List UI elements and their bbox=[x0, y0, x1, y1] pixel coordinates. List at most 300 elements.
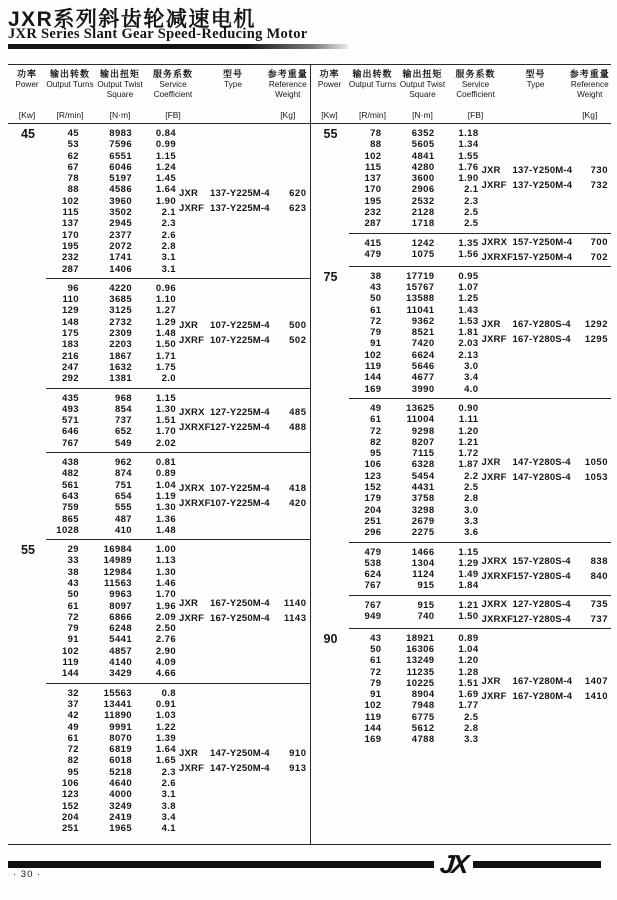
reference-weight-value: 488 bbox=[289, 422, 307, 434]
service-coefficient-value: 1.64 bbox=[155, 184, 176, 196]
reference-weight-value: 1050 bbox=[584, 457, 608, 469]
type-row bbox=[179, 408, 307, 418]
table-row bbox=[349, 372, 479, 383]
type-row bbox=[179, 484, 307, 494]
output-twist-value: 10225 bbox=[406, 677, 435, 689]
output-turns-value: 88 bbox=[370, 139, 382, 151]
output-twist-value: 915 bbox=[417, 580, 435, 592]
header-label-zh: 功率 bbox=[319, 69, 340, 79]
table-row bbox=[46, 623, 176, 634]
output-turns-value: 287 bbox=[364, 218, 382, 230]
output-turns-value: 195 bbox=[364, 195, 382, 207]
service-coefficient-value: 1.39 bbox=[155, 732, 176, 744]
output-turns-value: 72 bbox=[67, 744, 79, 756]
table-block bbox=[8, 540, 310, 684]
service-coefficient-value: 1.21 bbox=[458, 436, 479, 448]
table-row bbox=[349, 238, 479, 249]
table-row bbox=[349, 162, 479, 173]
type-list bbox=[479, 238, 612, 263]
output-turns-value: 571 bbox=[61, 415, 79, 427]
table-block bbox=[311, 596, 612, 629]
output-turns-value: 643 bbox=[61, 490, 79, 502]
service-coefficient-value: 1.29 bbox=[458, 557, 479, 569]
service-coefficient-value: 2.50 bbox=[155, 623, 176, 635]
service-coefficient-value: 1.90 bbox=[458, 173, 479, 185]
model-size: 107-Y225M-4 bbox=[210, 335, 270, 347]
reference-weight-value: 620 bbox=[289, 187, 307, 199]
output-twist-value: 751 bbox=[114, 479, 132, 491]
service-coefficient-value: 0.90 bbox=[458, 402, 479, 414]
model-series: JXRX bbox=[179, 407, 205, 419]
table-block bbox=[311, 267, 612, 399]
output-twist-value: 410 bbox=[114, 524, 132, 536]
model-size: 137-Y225M-4 bbox=[210, 202, 270, 214]
output-twist-value: 1242 bbox=[411, 237, 435, 249]
reference-weight-value: 418 bbox=[289, 483, 307, 495]
output-twist-value: 5646 bbox=[411, 361, 435, 373]
table-row bbox=[46, 767, 176, 778]
table-row bbox=[46, 722, 176, 733]
service-coefficient-value: 1.70 bbox=[155, 426, 176, 438]
type-list bbox=[176, 128, 310, 275]
service-coefficient-value: 1.00 bbox=[155, 544, 176, 556]
model-series: JXR bbox=[481, 165, 501, 177]
column-header-output-twist-square bbox=[397, 69, 449, 121]
column-header-output-turns bbox=[349, 69, 397, 121]
output-twist-value: 8097 bbox=[109, 600, 132, 612]
column-header-power bbox=[8, 69, 46, 121]
service-coefficient-value: 2.5 bbox=[464, 711, 479, 723]
type-row bbox=[482, 557, 609, 567]
type-list bbox=[479, 271, 612, 395]
output-twist-value: 2309 bbox=[109, 328, 132, 340]
model-size: 147-Y280S-4 bbox=[512, 472, 571, 484]
service-coefficient-value: 3.1 bbox=[161, 263, 176, 275]
output-turns-value: 767 bbox=[364, 599, 382, 611]
service-coefficient-value: 2.8 bbox=[464, 723, 479, 735]
table-row bbox=[46, 789, 176, 800]
service-coefficient-value: 2.13 bbox=[458, 349, 479, 361]
output-twist-value: 2377 bbox=[109, 229, 132, 241]
service-coefficient-value: 1.69 bbox=[458, 689, 479, 701]
header-label-en: Output Turns bbox=[46, 80, 94, 89]
service-coefficient-value: 4.0 bbox=[464, 383, 479, 395]
header-unit: [FB] bbox=[165, 110, 181, 120]
header-label-en: Reference Weight bbox=[268, 80, 307, 99]
model-size: 167-Y280S-4 bbox=[512, 319, 571, 331]
service-coefficient-value: 2.3 bbox=[161, 766, 176, 778]
output-turns-value: 38 bbox=[370, 270, 382, 282]
output-twist-value: 4431 bbox=[411, 482, 435, 494]
output-twist-value: 1304 bbox=[411, 557, 435, 569]
service-coefficient-value: 2.03 bbox=[458, 338, 479, 350]
data-rows bbox=[349, 403, 479, 539]
table-row bbox=[46, 468, 176, 479]
output-twist-value: 5441 bbox=[109, 634, 132, 646]
output-twist-value: 1718 bbox=[411, 218, 435, 230]
service-coefficient-value: 2.2 bbox=[464, 470, 479, 482]
output-twist-value: 1632 bbox=[109, 361, 132, 373]
service-coefficient-value: 1.30 bbox=[155, 566, 176, 578]
model-series: JXRF bbox=[481, 180, 507, 192]
table-row bbox=[349, 689, 479, 700]
table-row bbox=[46, 657, 176, 668]
table-row bbox=[46, 373, 176, 384]
output-twist-value: 11563 bbox=[104, 577, 132, 589]
output-twist-value: 3249 bbox=[109, 800, 132, 812]
table-row bbox=[46, 801, 176, 812]
table-row bbox=[46, 317, 176, 328]
table-row bbox=[349, 644, 479, 655]
output-turns-value: 438 bbox=[61, 457, 79, 469]
header-label-en: Output Twist Square bbox=[97, 80, 143, 99]
model-size: 157-Y280S-4 bbox=[512, 570, 571, 582]
model-size: 147-Y280S-4 bbox=[512, 457, 571, 469]
output-twist-value: 4841 bbox=[411, 150, 435, 162]
page-title-chinese: JXR系列斜齿轮减速电机 bbox=[8, 8, 256, 31]
service-coefficient-value: 2.8 bbox=[464, 493, 479, 505]
output-turns-value: 415 bbox=[364, 237, 382, 249]
output-turns-value: 119 bbox=[364, 361, 382, 373]
output-twist-value: 1406 bbox=[109, 263, 132, 275]
table-row bbox=[349, 384, 479, 395]
table-row bbox=[46, 457, 176, 468]
output-twist-value: 962 bbox=[114, 457, 132, 469]
output-twist-value: 3600 bbox=[411, 173, 435, 185]
output-turns-value: 82 bbox=[67, 755, 79, 767]
table-block bbox=[311, 124, 612, 234]
table-row bbox=[46, 184, 176, 195]
power-value bbox=[8, 283, 46, 385]
output-twist-value: 3960 bbox=[109, 195, 132, 207]
type-row bbox=[179, 204, 307, 214]
table-row bbox=[349, 249, 479, 260]
type-list bbox=[176, 393, 310, 449]
type-row bbox=[482, 166, 609, 176]
output-twist-value: 9362 bbox=[411, 315, 435, 327]
output-turns-value: 42 bbox=[67, 710, 79, 722]
reference-weight-value: 485 bbox=[289, 407, 307, 419]
data-rows bbox=[349, 128, 479, 230]
output-turns-value: 296 bbox=[364, 527, 382, 539]
output-turns-value: 50 bbox=[370, 643, 382, 655]
reference-weight-value: 700 bbox=[590, 236, 608, 248]
data-rows bbox=[349, 600, 479, 625]
column-header-output-turns bbox=[46, 69, 94, 121]
output-turns-value: 152 bbox=[364, 482, 382, 494]
type-row bbox=[179, 764, 307, 774]
output-turns-value: 61 bbox=[67, 600, 79, 612]
output-turns-value: 61 bbox=[370, 655, 382, 667]
footer-bar-right bbox=[473, 861, 601, 868]
table-row bbox=[349, 403, 479, 414]
header-label-en: Output Turns bbox=[348, 80, 397, 89]
reference-weight-value: 1053 bbox=[584, 472, 608, 484]
output-turns-value: 170 bbox=[61, 229, 79, 241]
table-row bbox=[349, 558, 479, 569]
table-row bbox=[349, 667, 479, 678]
output-turns-value: 624 bbox=[364, 569, 382, 581]
column-header-output-twist-square bbox=[94, 69, 146, 121]
output-twist-value: 8983 bbox=[109, 128, 132, 139]
output-turns-value: 72 bbox=[370, 425, 382, 437]
type-row bbox=[482, 473, 609, 483]
service-coefficient-value: 1.03 bbox=[155, 710, 176, 722]
header-label-en: Reference Weight bbox=[570, 80, 609, 99]
header-label-zh: 输出转数 bbox=[49, 69, 90, 79]
reference-weight-value: 735 bbox=[590, 598, 608, 610]
output-twist-value: 6328 bbox=[411, 459, 435, 471]
output-turns-value: 102 bbox=[364, 349, 382, 361]
type-list bbox=[176, 688, 310, 835]
page-number: · 30 · bbox=[13, 869, 42, 880]
service-coefficient-value: 1.11 bbox=[458, 414, 479, 426]
service-coefficient-value: 0.96 bbox=[155, 282, 176, 294]
service-coefficient-value: 1.27 bbox=[155, 305, 176, 317]
service-coefficient-value: 3.3 bbox=[464, 734, 479, 746]
output-twist-value: 740 bbox=[417, 610, 435, 622]
output-turns-value: 170 bbox=[364, 184, 382, 196]
service-coefficient-value: 3.3 bbox=[464, 515, 479, 527]
power-value bbox=[311, 547, 349, 592]
service-coefficient-value: 1.48 bbox=[155, 328, 176, 340]
power-value: 90 bbox=[323, 631, 338, 646]
table-row bbox=[46, 502, 176, 513]
table-body-right bbox=[311, 124, 612, 844]
table-block bbox=[8, 124, 310, 279]
service-coefficient-value: 1.36 bbox=[155, 513, 176, 525]
reference-weight-value: 1410 bbox=[584, 690, 608, 702]
service-coefficient-value: 1.72 bbox=[458, 448, 479, 460]
table-row bbox=[349, 493, 479, 504]
service-coefficient-value: 2.1 bbox=[464, 184, 479, 196]
output-turns-value: 61 bbox=[370, 414, 382, 426]
type-row bbox=[482, 458, 609, 468]
output-twist-value: 2732 bbox=[109, 316, 132, 328]
model-series: JXR bbox=[179, 747, 199, 759]
table-row bbox=[349, 414, 479, 425]
output-twist-value: 6248 bbox=[109, 623, 132, 635]
output-twist-value: 15563 bbox=[103, 687, 132, 699]
model-size: 137-Y250M-4 bbox=[512, 180, 573, 192]
output-turns-value: 61 bbox=[67, 732, 79, 744]
output-twist-value: 3990 bbox=[411, 383, 435, 395]
output-turns-value: 79 bbox=[370, 327, 382, 339]
header-label-en: Service Coefficient bbox=[153, 80, 193, 99]
output-turns-value: 49 bbox=[67, 721, 79, 733]
service-coefficient-value: 2.90 bbox=[155, 645, 176, 657]
output-turns-value: 53 bbox=[67, 139, 79, 151]
service-coefficient-value: 1.48 bbox=[155, 524, 176, 536]
model-series: JXR bbox=[179, 598, 199, 610]
service-coefficient-value: 1.18 bbox=[458, 128, 479, 139]
power-value: 55 bbox=[21, 543, 35, 558]
service-coefficient-value: 2.3 bbox=[161, 218, 176, 230]
service-coefficient-value: 1.51 bbox=[155, 415, 176, 427]
table-row bbox=[46, 525, 176, 536]
output-twist-value: 6775 bbox=[411, 711, 435, 723]
output-twist-value: 11004 bbox=[406, 414, 435, 426]
service-coefficient-value: 1.81 bbox=[458, 327, 479, 339]
table-row bbox=[349, 448, 479, 459]
column-header-type bbox=[200, 69, 266, 121]
service-coefficient-value: 1.51 bbox=[458, 677, 479, 689]
table-row bbox=[349, 293, 479, 304]
model-series: JXRF bbox=[481, 472, 507, 484]
output-twist-value: 6046 bbox=[109, 161, 132, 173]
output-turns-value: 43 bbox=[370, 281, 382, 293]
service-coefficient-value: 2.8 bbox=[161, 240, 176, 252]
type-row bbox=[482, 692, 609, 702]
output-twist-value: 2275 bbox=[411, 527, 435, 539]
service-coefficient-value: 1.25 bbox=[458, 293, 479, 305]
service-coefficient-value: 4.1 bbox=[161, 823, 176, 835]
table-row bbox=[46, 162, 176, 173]
table-row bbox=[46, 733, 176, 744]
service-coefficient-value: 1.15 bbox=[458, 546, 479, 558]
data-rows bbox=[46, 457, 176, 536]
output-twist-value: 2128 bbox=[411, 207, 435, 219]
output-turns-value: 43 bbox=[370, 632, 382, 644]
output-twist-value: 4788 bbox=[411, 734, 435, 746]
model-series: JXR bbox=[481, 457, 501, 469]
output-twist-value: 2906 bbox=[411, 184, 435, 196]
service-coefficient-value: 1.45 bbox=[155, 173, 176, 185]
model-size: 167-Y250M-4 bbox=[210, 613, 270, 625]
data-rows bbox=[46, 544, 176, 680]
model-size: 107-Y225M-4 bbox=[210, 320, 270, 332]
type-list bbox=[176, 544, 310, 680]
output-turns-value: 144 bbox=[61, 668, 79, 680]
table-row bbox=[349, 611, 479, 622]
model-size: 137-Y250M-4 bbox=[512, 165, 573, 177]
model-size: 157-Y280S-4 bbox=[512, 555, 571, 567]
table-row bbox=[46, 241, 176, 252]
output-twist-value: 16984 bbox=[103, 544, 132, 556]
data-rows bbox=[46, 393, 176, 449]
service-coefficient-value: 3.4 bbox=[464, 372, 479, 384]
output-turns-value: 169 bbox=[364, 734, 382, 746]
output-twist-value: 4586 bbox=[109, 184, 132, 196]
service-coefficient-value: 1.96 bbox=[155, 600, 176, 612]
output-twist-value: 555 bbox=[114, 502, 132, 514]
output-twist-value: 6866 bbox=[109, 611, 132, 623]
power-value bbox=[8, 457, 46, 536]
model-size: 127-Y280S-4 bbox=[512, 598, 571, 610]
table-row bbox=[46, 589, 176, 600]
table-row bbox=[349, 426, 479, 437]
table-block bbox=[8, 684, 310, 839]
service-coefficient-value: 1.30 bbox=[155, 403, 176, 415]
spec-table bbox=[8, 64, 611, 845]
output-turns-value: 106 bbox=[61, 778, 79, 790]
model-series: JXRX bbox=[481, 598, 508, 610]
output-turns-value: 479 bbox=[364, 248, 382, 260]
table-row bbox=[349, 437, 479, 448]
output-turns-value: 91 bbox=[67, 634, 79, 646]
output-turns-value: 82 bbox=[370, 436, 382, 448]
service-coefficient-value: 2.3 bbox=[464, 195, 479, 207]
table-row bbox=[349, 184, 479, 195]
type-list bbox=[479, 600, 612, 625]
output-twist-value: 4677 bbox=[411, 372, 435, 384]
table-block bbox=[8, 389, 310, 453]
title-divider-rule bbox=[8, 44, 348, 49]
model-series: JXRXF bbox=[179, 422, 211, 434]
service-coefficient-value: 4.66 bbox=[155, 668, 176, 680]
service-coefficient-value: 2.09 bbox=[155, 611, 176, 623]
output-turns-value: 79 bbox=[370, 677, 382, 689]
output-turns-value: 88 bbox=[67, 184, 79, 196]
output-turns-value: 247 bbox=[61, 361, 79, 373]
table-body-left bbox=[8, 124, 310, 844]
table-row bbox=[46, 567, 176, 578]
table-row bbox=[46, 634, 176, 645]
reference-weight-value: 913 bbox=[289, 762, 307, 774]
output-twist-value: 11890 bbox=[104, 710, 132, 722]
header-label-en: Power bbox=[15, 80, 39, 89]
output-turns-value: 204 bbox=[61, 811, 79, 823]
output-turns-value: 102 bbox=[61, 645, 79, 657]
output-twist-value: 2679 bbox=[411, 515, 435, 527]
type-row bbox=[482, 600, 609, 610]
table-row bbox=[46, 415, 176, 426]
output-twist-value: 6551 bbox=[109, 150, 132, 162]
table-row bbox=[349, 350, 479, 361]
model-size: 137-Y225M-4 bbox=[210, 187, 270, 199]
output-twist-value: 5197 bbox=[109, 173, 132, 185]
output-twist-value: 6352 bbox=[411, 128, 435, 139]
output-turns-value: 50 bbox=[67, 589, 79, 601]
table-row bbox=[349, 271, 479, 282]
output-turns-value: 95 bbox=[370, 448, 382, 460]
type-row bbox=[179, 599, 307, 609]
table-row bbox=[349, 547, 479, 558]
model-size: 127-Y225M-4 bbox=[210, 407, 270, 419]
type-list bbox=[479, 403, 612, 539]
output-twist-value: 5612 bbox=[411, 723, 435, 735]
header-unit: [R/min] bbox=[359, 110, 386, 120]
table-row bbox=[46, 339, 176, 350]
output-turns-value: 493 bbox=[61, 403, 79, 415]
service-coefficient-value: 1.46 bbox=[155, 577, 176, 589]
column-header-service-coefficient bbox=[146, 69, 200, 121]
model-series: JXR bbox=[481, 319, 501, 331]
table-row bbox=[349, 207, 479, 218]
output-twist-value: 1965 bbox=[109, 823, 132, 835]
reference-weight-value: 737 bbox=[590, 613, 608, 625]
output-twist-value: 13588 bbox=[406, 293, 435, 305]
output-turns-value: 102 bbox=[364, 700, 382, 712]
type-row bbox=[482, 253, 609, 263]
output-turns-value: 33 bbox=[67, 555, 79, 567]
output-turns-value: 72 bbox=[370, 666, 382, 678]
output-turns-value: 148 bbox=[61, 316, 79, 328]
output-twist-value: 8521 bbox=[411, 327, 435, 339]
output-twist-value: 3298 bbox=[411, 504, 435, 516]
output-turns-value: 538 bbox=[364, 557, 382, 569]
power-value: 55 bbox=[323, 127, 338, 141]
service-coefficient-value: 1.55 bbox=[458, 150, 479, 162]
type-row bbox=[482, 335, 609, 345]
output-twist-value: 737 bbox=[114, 415, 132, 427]
table-row bbox=[349, 580, 479, 591]
table-row bbox=[349, 361, 479, 372]
power-value: 75 bbox=[323, 269, 338, 284]
output-twist-value: 9991 bbox=[109, 721, 132, 733]
output-turns-value: 232 bbox=[364, 207, 382, 219]
model-size: 107-Y225M-4 bbox=[210, 498, 270, 510]
